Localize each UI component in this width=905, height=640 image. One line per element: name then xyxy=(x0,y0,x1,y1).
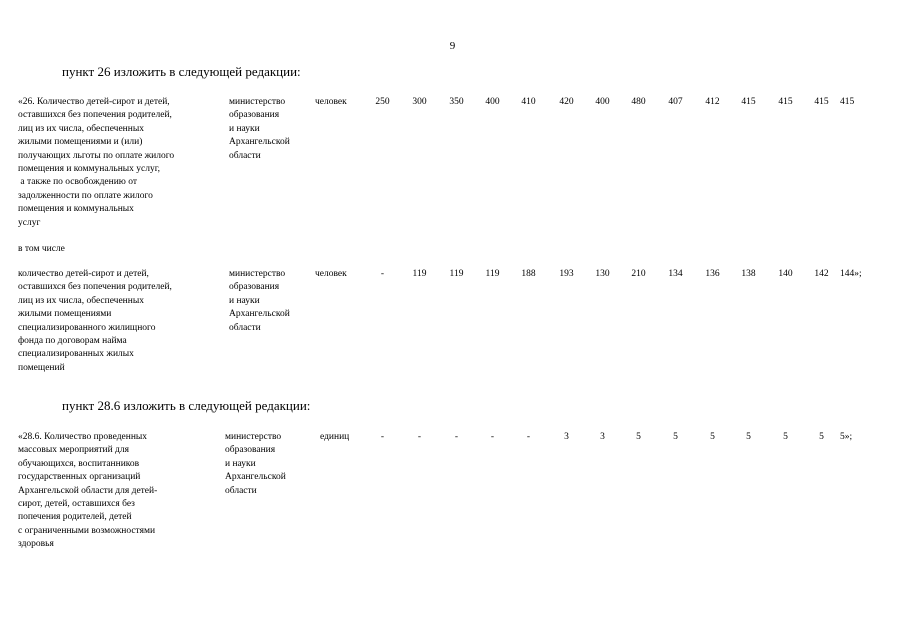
text-line: министерство xyxy=(229,269,286,279)
value-cell: - xyxy=(417,432,422,442)
value-cell: 3 xyxy=(600,432,605,442)
text-line: образования xyxy=(229,110,280,121)
text-line: области xyxy=(229,322,261,333)
text-line: министерство xyxy=(229,97,286,107)
section-28-6-heading: пункт 28.6 изложить в следующей редакции: xyxy=(62,398,311,413)
text-line: а также по освобождению от xyxy=(18,177,138,188)
text-line: государственных организаций xyxy=(18,472,141,483)
text-line: «26. Количество детей-сирот и детей, xyxy=(18,97,170,107)
text-line: и науки xyxy=(229,295,260,306)
row-unit: человек xyxy=(315,97,347,107)
text-line: здоровья xyxy=(18,539,54,550)
text-line: Архангельской xyxy=(225,472,286,483)
text-line: специализированных жилых xyxy=(18,349,134,360)
subsection-label: в том числе xyxy=(18,244,65,254)
text-line: и науки xyxy=(229,123,260,134)
row-unit: единиц xyxy=(320,432,350,442)
text-line: Архангельской xyxy=(229,137,290,148)
text-line: Архангельской области для детей- xyxy=(18,485,158,496)
text-line: и науки xyxy=(225,458,256,469)
value-cell: 420 xyxy=(559,97,574,107)
text-line: Архангельской xyxy=(229,309,290,320)
row-description xyxy=(18,96,223,230)
value-cell: 5 xyxy=(710,432,715,442)
text-line: задолженности по оплате жилого xyxy=(18,190,153,201)
value-cell: 144»; xyxy=(840,269,862,279)
value-cell: 407 xyxy=(668,97,683,107)
text-line: жилыми помещениями и (или) xyxy=(18,137,143,148)
text-line: обучающихся, воспитанников xyxy=(18,458,140,469)
text-line: сирот, детей, оставшихся без xyxy=(18,499,135,510)
value-cell: 415 xyxy=(778,97,793,107)
value-cell: - xyxy=(490,432,495,442)
value-cell: 5 xyxy=(673,432,678,442)
text-line: министерство xyxy=(225,432,282,442)
text-line: помещения и коммунальных услуг, xyxy=(18,164,160,175)
row-description xyxy=(18,431,223,552)
text-line: образования xyxy=(229,282,280,293)
value-cell: 119 xyxy=(412,269,427,279)
value-cell: 410 xyxy=(521,97,536,107)
value-cell: - xyxy=(380,432,385,442)
text-line: жилыми помещениями xyxy=(18,309,112,320)
value-cell: 5 xyxy=(746,432,751,442)
value-cell: 250 xyxy=(375,97,390,107)
text-line: лиц из их числа, обеспеченных xyxy=(18,295,144,306)
value-cell: 193 xyxy=(559,269,574,279)
text-line: с ограниченными возможностями xyxy=(18,525,156,536)
value-cell: - xyxy=(526,432,531,442)
value-cell: 138 xyxy=(741,269,756,279)
row-description xyxy=(18,268,223,375)
value-cell: 5 xyxy=(819,432,824,442)
value-cell: 412 xyxy=(705,97,720,107)
text-line: помещений xyxy=(18,362,65,373)
value-cell: 3 xyxy=(564,432,569,442)
text-line: получающих льготы по оплате жилого xyxy=(18,150,175,161)
row-unit: человек xyxy=(315,269,347,279)
text-line: помещения и коммунальных xyxy=(18,204,134,215)
row-organization xyxy=(229,96,314,163)
text-line: оставшихся без попечения родителей, xyxy=(18,282,172,293)
text-line: услуг xyxy=(18,217,41,228)
value-cell: 5»; xyxy=(840,432,853,442)
value-cell: 415 xyxy=(814,97,829,107)
section-26-heading: пункт 26 изложить в следующей редакции: xyxy=(62,64,301,79)
value-cell: 400 xyxy=(485,97,500,107)
value-cell: 300 xyxy=(412,97,427,107)
value-cell: 210 xyxy=(631,269,646,279)
text-line: специализированного жилищного xyxy=(18,322,156,333)
text-line: массовых мероприятий для xyxy=(18,445,129,456)
value-cell: - xyxy=(380,269,385,279)
value-cell: 134 xyxy=(668,269,683,279)
text-line: лиц из их числа, обеспеченных xyxy=(18,123,144,134)
text-line: образования xyxy=(225,445,276,456)
row-organization xyxy=(225,431,310,498)
value-cell: 142 xyxy=(814,269,829,279)
value-cell: 130 xyxy=(595,269,610,279)
value-cell: 140 xyxy=(778,269,793,279)
value-cell: - xyxy=(454,432,459,442)
value-cell: 119 xyxy=(485,269,500,279)
value-cell: 415 xyxy=(840,97,855,107)
row-organization xyxy=(229,268,314,335)
page-number: 9 xyxy=(449,40,456,52)
text-line: количество детей-сирот и детей, xyxy=(18,269,149,279)
text-line: «28.6. Количество проведенных xyxy=(18,432,148,442)
value-cell: 119 xyxy=(449,269,464,279)
value-cell: 400 xyxy=(595,97,610,107)
text-line: фонда по договорам найма xyxy=(18,336,127,347)
text-line: оставшихся без попечения родителей, xyxy=(18,110,172,121)
text-line: попечения родителей, детей xyxy=(18,512,132,523)
value-cell: 480 xyxy=(631,97,646,107)
value-cell: 5 xyxy=(783,432,788,442)
value-cell: 5 xyxy=(636,432,641,442)
value-cell: 136 xyxy=(705,269,720,279)
value-cell: 415 xyxy=(741,97,756,107)
value-cell: 188 xyxy=(521,269,536,279)
value-cell: 350 xyxy=(449,97,464,107)
text-line: области xyxy=(229,150,261,161)
text-line: области xyxy=(225,485,257,496)
